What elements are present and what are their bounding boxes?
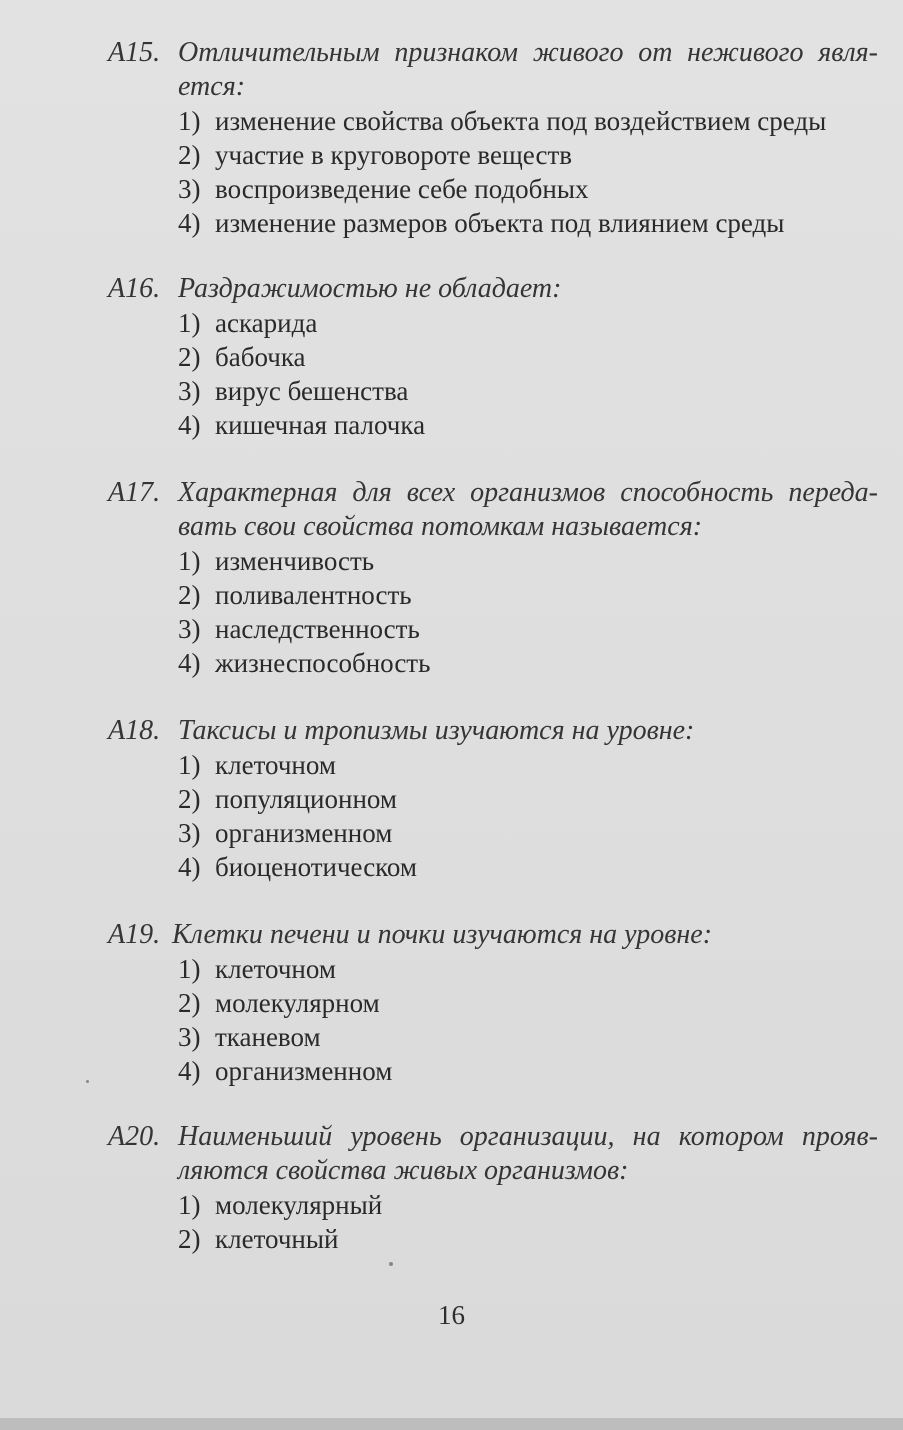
option-text: популяционном [215, 784, 397, 814]
option-number: 2) [178, 988, 201, 1018]
option-number: 1) [178, 1190, 201, 1220]
option-number: 2) [178, 784, 201, 814]
page-bottom-edge [0, 1418, 903, 1430]
answer-option [0, 612, 903, 646]
option-text: биоценотическом [215, 852, 417, 882]
answer-options [0, 544, 903, 680]
question-prompt [172, 918, 872, 952]
option-number: 2) [178, 342, 201, 372]
answer-option [0, 646, 903, 680]
answer-option [0, 374, 903, 408]
option-text: тканевом [215, 1022, 321, 1052]
option-number: 4) [178, 1056, 201, 1086]
prompt-line: вать свои свойства потомкам называется: [178, 511, 703, 542]
answer-options [0, 1188, 903, 1256]
answer-option [0, 104, 903, 138]
print-speck [86, 1080, 89, 1083]
question-a18 [0, 714, 903, 884]
answer-option [0, 408, 903, 442]
answer-option [0, 544, 903, 578]
option-text: организменном [215, 818, 393, 848]
print-speck [389, 1262, 393, 1266]
question-prompt [178, 1120, 878, 1188]
question-number: А20. [108, 1121, 161, 1152]
answer-option [0, 850, 903, 884]
question-prompt [178, 36, 878, 104]
option-text: кишечная палочка [215, 410, 426, 440]
option-text: изменение свойства объекта под воздействием среды [215, 106, 827, 136]
prompt-line: Клетки печени и почки изучаются на уровне: [172, 919, 713, 950]
answer-options [0, 306, 903, 442]
question-heading [0, 36, 903, 104]
option-text: молекулярный [215, 1190, 383, 1220]
answer-options [0, 952, 903, 1088]
answer-option [0, 340, 903, 374]
question-number: А15. [108, 37, 161, 68]
option-text: изменчивость [215, 546, 375, 576]
option-number: 1) [178, 106, 201, 136]
option-text: организменном [215, 1056, 393, 1086]
option-number: 3) [178, 818, 201, 848]
answer-option [0, 306, 903, 340]
answer-option [0, 986, 903, 1020]
answer-option [0, 782, 903, 816]
option-text: поливалентность [215, 580, 412, 610]
question-number: А16. [108, 273, 161, 304]
question-number: А18. [108, 715, 161, 746]
option-number: 2) [178, 580, 201, 610]
option-number: 1) [178, 308, 201, 338]
option-number: 3) [178, 1022, 201, 1052]
question-a15 [0, 36, 903, 240]
prompt-line: Характерная для всех организмов способность переда- [178, 477, 878, 508]
question-heading [0, 918, 903, 952]
answer-option [0, 138, 903, 172]
question-prompt [178, 272, 878, 306]
option-number: 1) [178, 954, 201, 984]
answer-options [0, 748, 903, 884]
option-number: 3) [178, 174, 201, 204]
option-text: молекулярном [215, 988, 380, 1018]
page-number: 16 [438, 1300, 465, 1330]
option-number: 4) [178, 410, 201, 440]
prompt-line: Наименьший уровень организации, на котором прояв- [178, 1121, 878, 1152]
answer-option [0, 816, 903, 850]
option-text: клеточный [215, 1224, 339, 1254]
answer-option [0, 952, 903, 986]
question-a20 [0, 1120, 903, 1256]
answer-options [0, 104, 903, 240]
option-number: 2) [178, 1224, 201, 1254]
question-heading [0, 476, 903, 544]
question-a19 [0, 918, 903, 1088]
option-number: 4) [178, 852, 201, 882]
option-number: 1) [178, 750, 201, 780]
answer-option [0, 1020, 903, 1054]
answer-option [0, 206, 903, 240]
option-text: наследственность [215, 614, 420, 644]
question-heading [0, 1120, 903, 1188]
option-number: 1) [178, 546, 201, 576]
question-a16 [0, 272, 903, 442]
question-number: А19. [108, 919, 161, 950]
option-text: изменение размеров объекта под влиянием среды [215, 208, 785, 238]
option-text: аскарида [215, 308, 318, 338]
prompt-line: Таксисы и тропизмы изучаются на уровне: [178, 715, 695, 746]
option-number: 3) [178, 376, 201, 406]
prompt-line: Отличительным признаком живого от неживого явля- [178, 37, 878, 68]
question-heading [0, 714, 903, 748]
question-a17 [0, 476, 903, 680]
option-text: жизнеспособность [215, 648, 431, 678]
answer-option [0, 172, 903, 206]
option-number: 4) [178, 208, 201, 238]
question-heading [0, 272, 903, 306]
question-prompt [178, 714, 878, 748]
option-text: клеточном [215, 750, 336, 780]
answer-option [0, 578, 903, 612]
prompt-line: ется: [178, 71, 246, 102]
option-text: воспроизведение себе подобных [215, 174, 589, 204]
option-text: вирус бешенства [215, 376, 409, 406]
question-prompt [178, 476, 878, 544]
option-number: 2) [178, 140, 201, 170]
answer-option [0, 1222, 903, 1256]
option-text: клеточном [215, 954, 336, 984]
option-text: бабочка [215, 342, 306, 372]
option-number: 3) [178, 614, 201, 644]
prompt-line: ляются свойства живых организмов: [178, 1155, 629, 1186]
option-text: участие в круговороте веществ [215, 140, 572, 170]
answer-option [0, 1188, 903, 1222]
prompt-line: Раздражимостью не обладает: [178, 273, 562, 304]
answer-option [0, 748, 903, 782]
answer-option [0, 1054, 903, 1088]
option-number: 4) [178, 648, 201, 678]
question-number: А17. [108, 477, 161, 508]
